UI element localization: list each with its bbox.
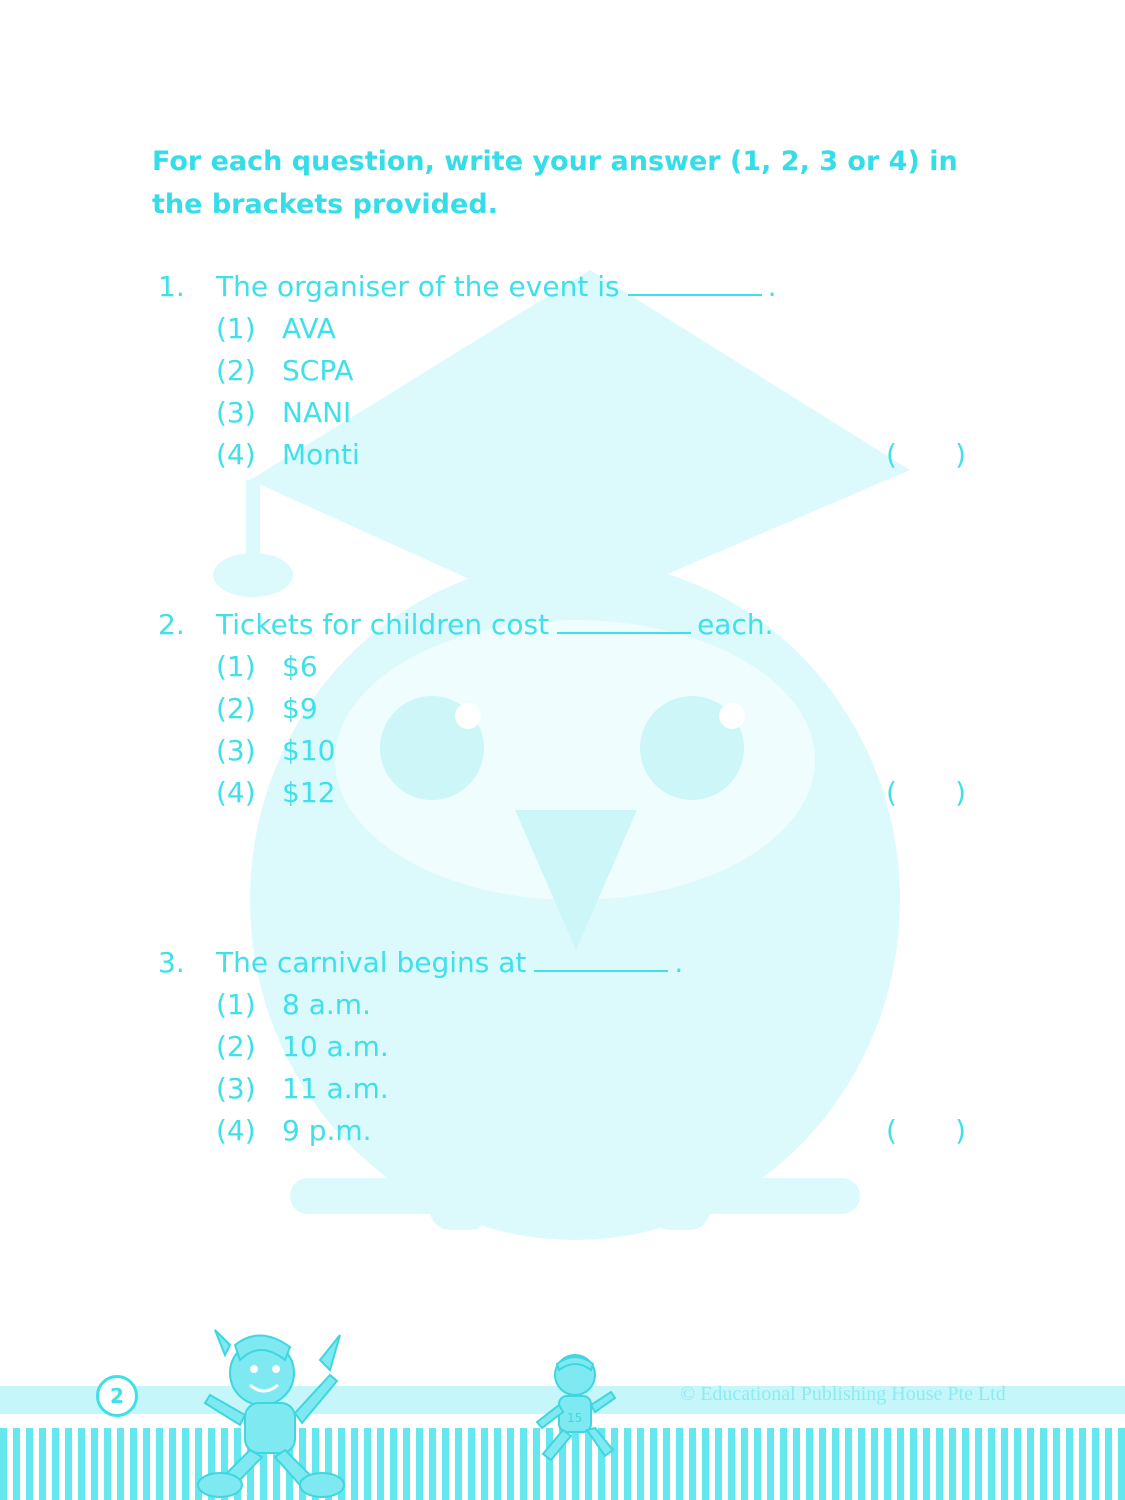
answer-brackets[interactable]: ( ) <box>886 1114 966 1147</box>
question-3 <box>158 942 978 1152</box>
option-4: (4) $12 ( ) <box>158 772 978 814</box>
page-number: 2 <box>96 1375 138 1417</box>
question-text: Tickets for children cost <box>216 608 550 641</box>
answer-blank <box>628 270 762 296</box>
question-number: 2. <box>158 608 185 641</box>
option-4: (4) Monti ( ) <box>158 434 978 476</box>
question-text-end: . <box>767 270 777 303</box>
question-text-end: each. <box>697 608 774 641</box>
question-2 <box>158 604 978 814</box>
running-boy-illustration <box>525 1350 625 1470</box>
instructions-text: For each question, write your answer (1, 2, 3 or 4) in the brackets provided. <box>152 146 958 220</box>
option-2: (2) SCPA <box>216 354 354 387</box>
copyright-text: © Educational Publishing House Pte Ltd <box>680 1383 1006 1405</box>
option-1: (1) $6 <box>216 650 318 683</box>
question-number: 3. <box>158 946 185 979</box>
answer-brackets[interactable]: ( ) <box>886 438 966 471</box>
question-text-end: . <box>674 946 684 979</box>
option-2: (2) $9 <box>216 692 318 725</box>
option-3: (3) $10 <box>216 734 336 767</box>
answer-brackets[interactable]: ( ) <box>886 776 966 809</box>
question-text: The carnival begins at <box>216 946 527 979</box>
question-text: The organiser of the event is <box>216 270 620 303</box>
option-4: (4) 9 p.m. ( ) <box>158 1110 978 1152</box>
option-3: (3) 11 a.m. <box>216 1072 389 1105</box>
option-1: (1) AVA <box>216 312 336 345</box>
answer-blank <box>534 946 668 972</box>
option-2: (2) 10 a.m. <box>216 1030 389 1063</box>
question-number: 1. <box>158 270 185 303</box>
question-1 <box>158 266 978 476</box>
jumping-boy-illustration <box>190 1325 360 1500</box>
answer-blank <box>557 608 691 634</box>
svg-text:15: 15 <box>567 1411 583 1425</box>
option-1: (1) 8 a.m. <box>216 988 371 1021</box>
option-3: (3) NANI <box>216 396 352 429</box>
